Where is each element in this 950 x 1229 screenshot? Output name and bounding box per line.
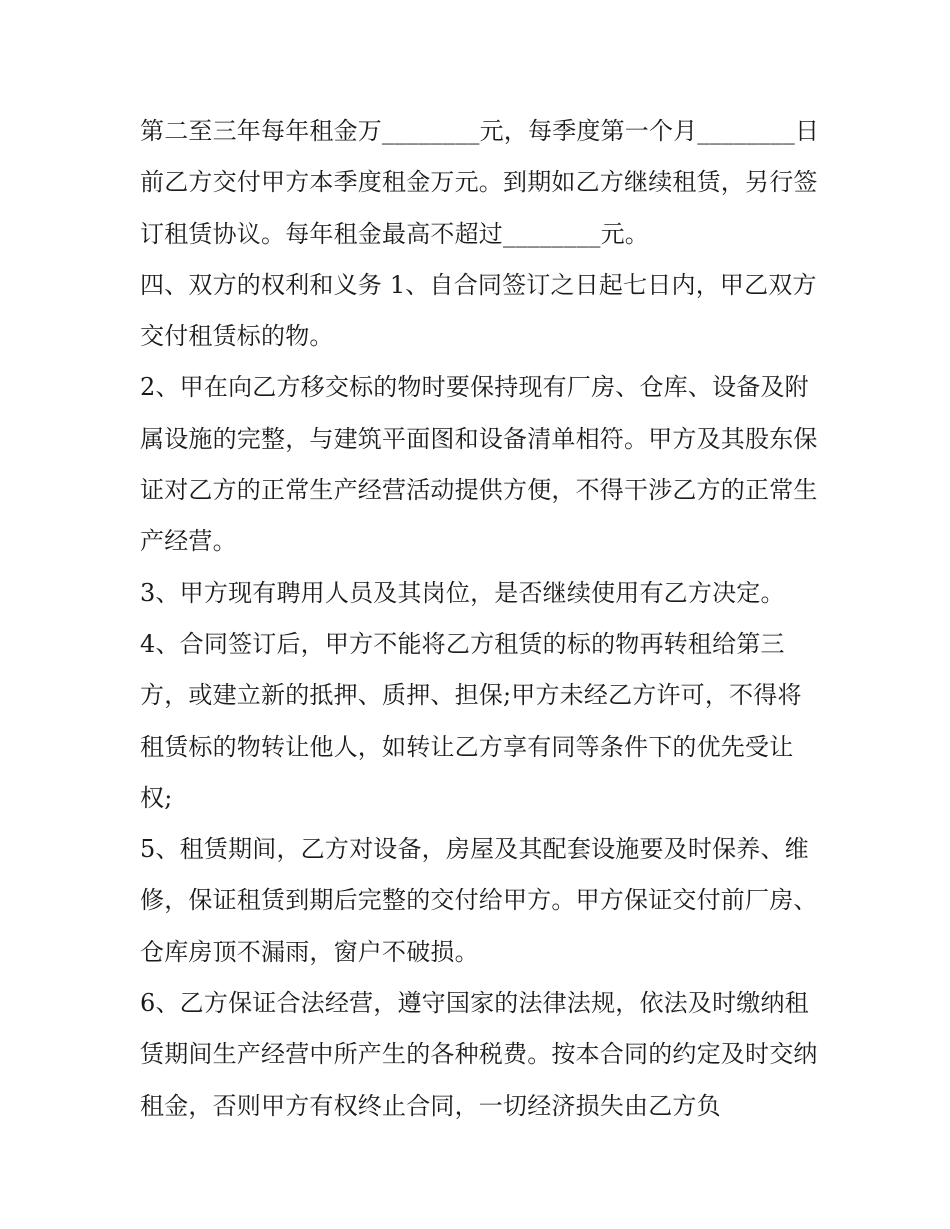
paragraph-clause-6: 6、乙方保证合法经营，遵守国家的法律法规，依法及时缴纳租赁期间生产经营中所产生的各种税费。按本合同的约定及时交纳租金，否则甲方有权终止合同，一切经济损失由乙方负 (140, 989, 818, 1120)
paragraph-clause-3: 3、甲方现有聘用人员及其岗位，是否继续使用有乙方决定。 (140, 578, 785, 607)
paragraph-clause-5: 5、租赁期间，乙方对设备，房屋及其配套设施要及时保养、维修，保证租赁到期后完整的交付给甲方。甲方保证交付前厂房、仓库房顶不漏雨，窗户不破损。 (140, 835, 818, 966)
paragraph-rights-obligations-1: 四、双方的权利和义务 1、自合同签订之日起七日内，甲乙双方交付租赁标的物。 (140, 270, 817, 351)
paragraph-clause-2: 2、甲在向乙方移交标的物时要保持现有厂房、仓库、设备及附属设施的完整，与建筑平面图和设备清单相符。甲方及其股东保证对乙方的正常生产经营活动提供方便，不得干涉乙方的正常生产经营。 (140, 373, 818, 556)
document-body (140, 106, 820, 1132)
paragraph-rent-terms: 第二至三年每年租金万________元，每季度第一个月________日前乙方交付甲方本季度租金万元。到期如乙方继续租赁，另行签订租赁协议。每年租金最高不超过________元。 (140, 117, 820, 248)
paragraph-clause-4: 4、合同签订后，甲方不能将乙方租赁的标的物再转租给第三方，或建立新的抵押、质押、担保;甲方未经乙方许可，不得将租赁标的物转让他人，如转让乙方享有同等条件下的优先受让权; (140, 629, 802, 812)
